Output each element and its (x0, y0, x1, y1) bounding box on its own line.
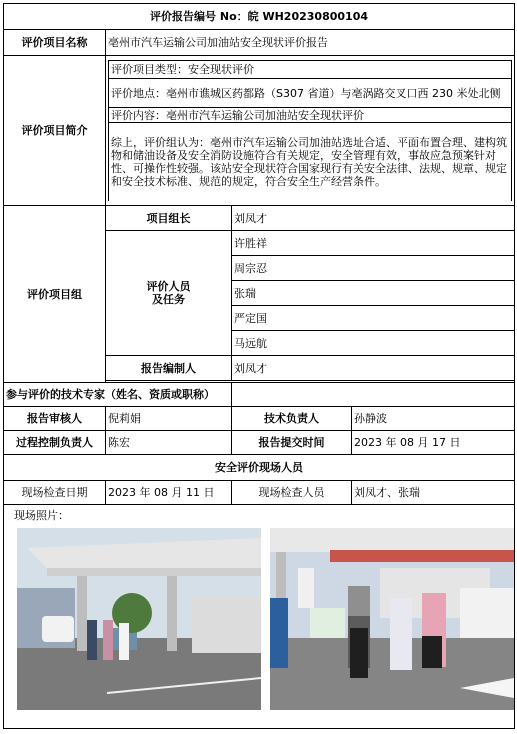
member-name: 许胜祥 (232, 231, 515, 256)
leader-label: 项目组长 (106, 206, 232, 231)
inspect-date-label: 现场检查日期 (4, 481, 106, 505)
submit-time-value: 2023 年 08 月 17 日 (352, 431, 515, 455)
project-brief-label: 评价项目简介 (4, 56, 106, 206)
project-name-value: 亳州市汽车运输公司加油站安全现状评价报告 (106, 30, 515, 56)
experts-label: 参与评价的技术专家（姓名、资质或职称） (4, 383, 232, 407)
evaluation-form (3, 3, 515, 729)
inspectors-label: 现场检查人员 (232, 481, 352, 505)
tech-lead-value: 孙静波 (352, 407, 515, 431)
process-ctrl-label: 过程控制负责人 (4, 431, 106, 455)
team-label: 评价项目组 (4, 206, 106, 383)
project-type: 评价项目类型：安全现状评价 (109, 61, 512, 79)
submit-time-label: 报告提交时间 (232, 431, 352, 455)
writer-label: 报告编制人 (106, 356, 232, 381)
member-name: 马远航 (232, 331, 515, 356)
member-name: 严定国 (232, 306, 515, 331)
site-photo-left (17, 528, 261, 710)
leader-name: 刘凤才 (232, 206, 515, 231)
experts-value (232, 383, 515, 407)
process-ctrl-value: 陈宏 (106, 431, 232, 455)
project-location: 评价地点：亳州市谯城区药都路（S307 省道）与亳涡路交叉口西 230 米处北侧 (109, 79, 512, 108)
report-number: 评价报告编号 No：皖 WH20230800104 (4, 4, 515, 30)
tech-lead-label: 技术负责人 (232, 407, 352, 431)
writer-name: 刘凤才 (232, 356, 515, 381)
member-name: 张瑞 (232, 281, 515, 306)
project-name-label: 评价项目名称 (4, 30, 106, 56)
inspect-date-value: 2023 年 08 月 11 日 (106, 481, 232, 505)
reviewer-value: 倪莉娟 (106, 407, 232, 431)
project-summary: 综上，评价组认为：亳州市汽车运输公司加油站选址合适、平面布置合理、建构筑物和储油设备及安全消防设施符合有关规定，安全管理有效，事故应急预案针对性、可操作性较强。该站安全现状符合国家现行有关安全法律、法规、规章、规定和安全技术标准、规范的规定，符合安全生产经营条件。 (109, 123, 512, 202)
inspectors-value: 刘凤才、张瑞 (352, 481, 515, 505)
photos-cell (4, 505, 515, 729)
member-name: 周宗忍 (232, 256, 515, 281)
onsite-title: 安全评价现场人员 (4, 455, 515, 481)
reviewer-label: 报告审核人 (4, 407, 106, 431)
project-content: 评价内容：亳州市汽车运输公司加油站安全现状评价 (109, 108, 512, 123)
photos-label: 现场照片： (14, 509, 69, 522)
members-label: 评价人员 及任务 (106, 231, 232, 356)
site-photo-right (270, 528, 514, 710)
project-brief-block (106, 56, 515, 206)
